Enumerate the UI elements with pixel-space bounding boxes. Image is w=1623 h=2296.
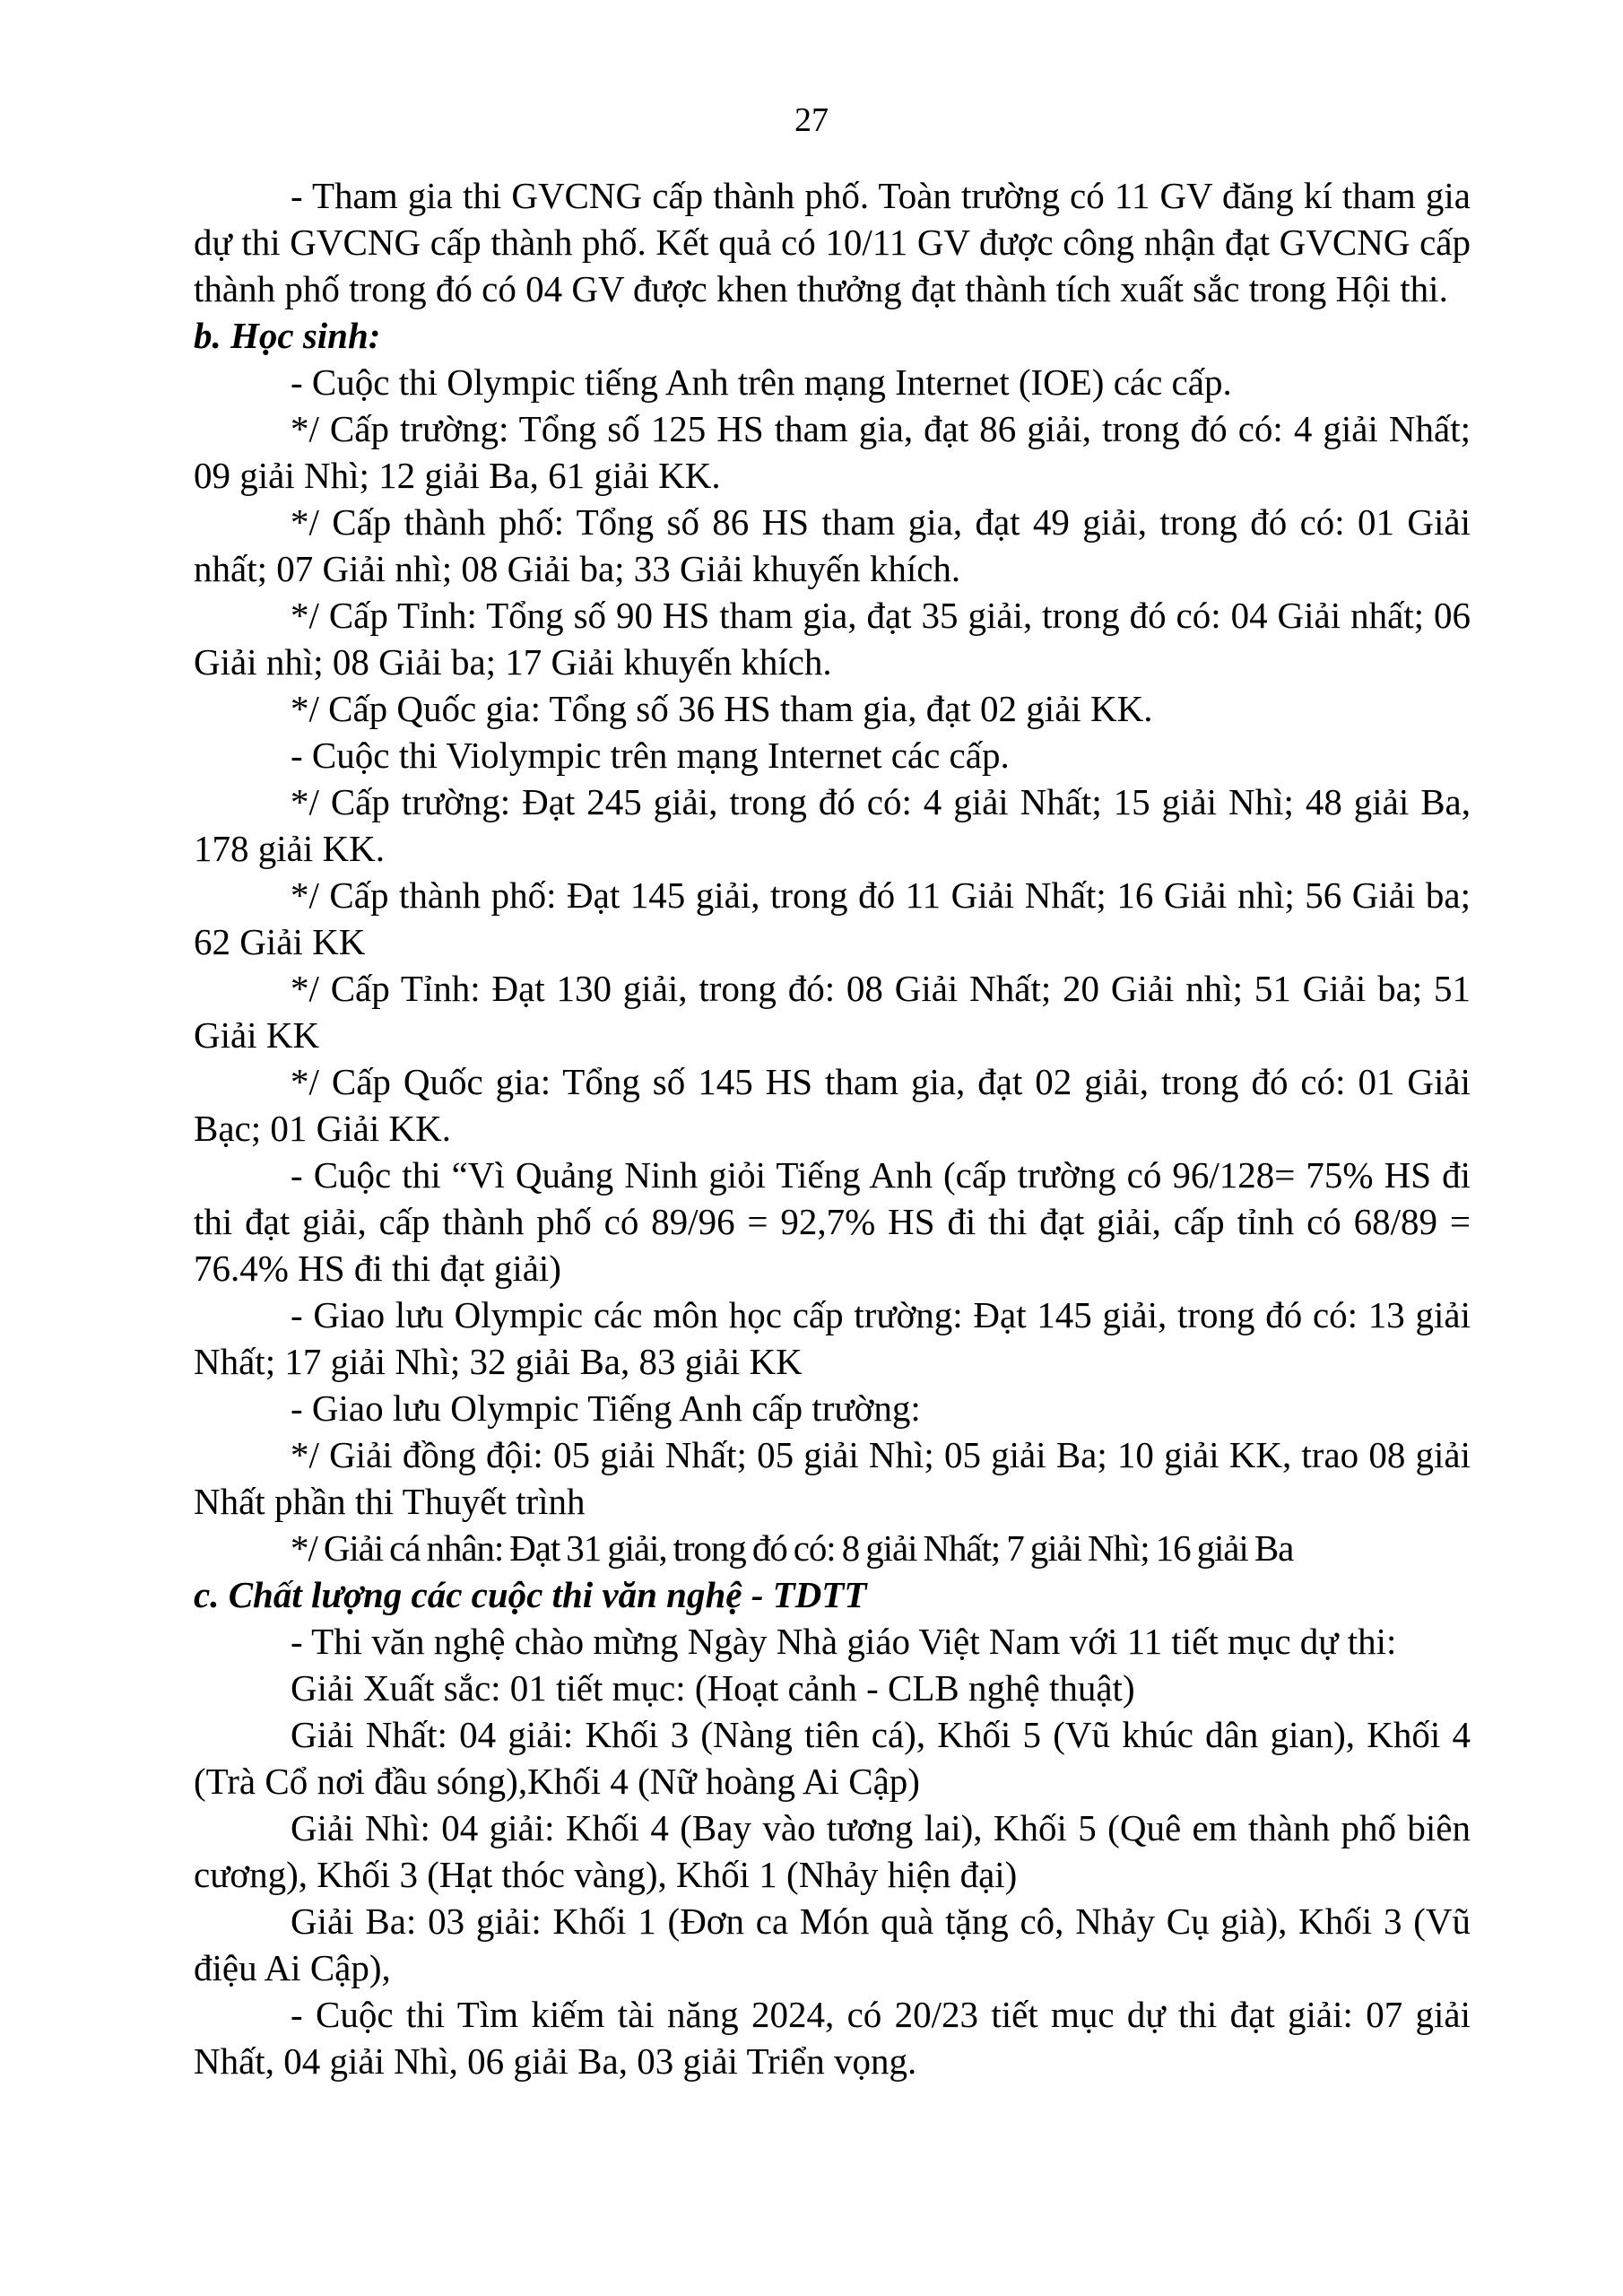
paragraph: - Cuộc thi Olympic tiếng Anh trên mạng Internet (IOE) các cấp. [291,361,1232,403]
section-heading: b. Học sinh: [194,315,381,356]
paragraph: */ Cấp thành phố: Tổng số 86 HS tham gia, đạt 49 giải, trong đó có: 01 Giải nhất; 07 Giải nhì; 08 Giải ba; 33 Giải khuyến khích. [194,501,1471,589]
paragraph: - Giao lưu Olympic các môn học cấp trường: Đạt 145 giải, trong đó có: 13 giải Nhất; 17 giải Nhì; 32 giải Ba, 83 giải KK [194,1294,1471,1382]
paragraph: */ Cấp Tỉnh: Đạt 130 giải, trong đó: 08 Giải Nhất; 20 Giải nhì; 51 Giải ba; 51 Giải KK [194,968,1471,1056]
paragraph: */ Cấp trường: Tổng số 125 HS tham gia, đạt 86 giải, trong đó có: 4 giải Nhất; 09 giải Nhì; 12 giải Ba, 61 giải KK. [194,408,1471,496]
paragraph: - Cuộc thi “Vì Quảng Ninh giỏi Tiếng Anh (cấp trường có 96/128= 75% HS đi thi đạt giải, cấp thành phố có 89/96 = 92,7% HS đi thi đạt giải, cấp tỉnh có 68/89 = 76.4% HS đi thi đạt giải) [194,1154,1471,1289]
paragraph: - Cuộc thi Tìm kiếm tài năng 2024, có 20/23 tiết mục dự thi đạt giải: 07 giải Nhất, 04 giải Nhì, 06 giải Ba, 03 giải Triển vọng. [194,1994,1471,2082]
paragraph: */ Cấp thành phố: Đạt 145 giải, trong đó 11 Giải Nhất; 16 Giải nhì; 56 Giải ba; 62 Giải KK [194,874,1471,962]
paragraph: Giải Ba: 03 giải: Khối 1 (Đơn ca Món quà tặng cô, Nhảy Cụ già), Khối 3 (Vũ điệu Ai Cập), [194,1900,1471,1988]
page-number: 27 [794,101,829,139]
paragraph: Giải Nhất: 04 giải: Khối 3 (Nàng tiên cá), Khối 5 (Vũ khúc dân gian), Khối 4 (Trà Cổ nơi đầu sóng),Khối 4 (Nữ hoàng Ai Cập) [194,1714,1471,1802]
paragraph: Giải Nhì: 04 giải: Khối 4 (Bay vào tương lai), Khối 5 (Quê em thành phố biên cương), Khối 3 (Hạt thóc vàng), Khối 1 (Nhảy hiện đại) [194,1807,1471,1895]
paragraph: */ Cấp Tỉnh: Tổng số 90 HS tham gia, đạt 35 giải, trong đó có: 04 Giải nhất; 06 Giải nhì; 08 Giải ba; 17 Giải khuyến khích. [194,595,1471,683]
section-heading: c. Chất lượng các cuộc thi văn nghệ - TDTT [194,1574,867,1615]
document-body [194,172,1471,2084]
paragraph: - Cuộc thi Violympic trên mạng Internet các cấp. [291,735,1010,776]
paragraph: - Tham gia thi GVCNG cấp thành phố. Toàn trường có 11 GV đăng kí tham gia dự thi GVCNG cấp thành phố. Kết quả có 10/11 GV được công nhận đạt GVCNG cấp thành phố trong đó có 04 GV được khen thưởng đạt thành tích xuất sắc trong Hội thi. [194,175,1471,309]
paragraph: */ Cấp Quốc gia: Tổng số 145 HS tham gia, đạt 02 giải, trong đó có: 01 Giải Bạc; 01 Giải KK. [194,1061,1471,1149]
paragraph: Giải Xuất sắc: 01 tiết mục: (Hoạt cảnh - CLB nghệ thuật) [291,1667,1135,1709]
paragraph: */ Cấp trường: Đạt 245 giải, trong đó có: 4 giải Nhất; 15 giải Nhì; 48 giải Ba, 178 giải KK. [194,781,1471,869]
paragraph: */ Giải cá nhân: Đạt 31 giải, trong đó có: 8 giải Nhất; 7 giải Nhì; 16 giải Ba [291,1527,1294,1569]
paragraph: - Thi văn nghệ chào mừng Ngày Nhà giáo Việt Nam với 11 tiết mục dự thi: [291,1621,1397,1662]
paragraph: - Giao lưu Olympic Tiếng Anh cấp trường: [291,1387,921,1429]
paragraph: */ Cấp Quốc gia: Tổng số 36 HS tham gia, đạt 02 giải KK. [291,688,1153,729]
paragraph: */ Giải đồng đội: 05 giải Nhất; 05 giải Nhì; 05 giải Ba; 10 giải KK, trao 08 giải Nhất phần thi Thuyết trình [194,1434,1471,1522]
